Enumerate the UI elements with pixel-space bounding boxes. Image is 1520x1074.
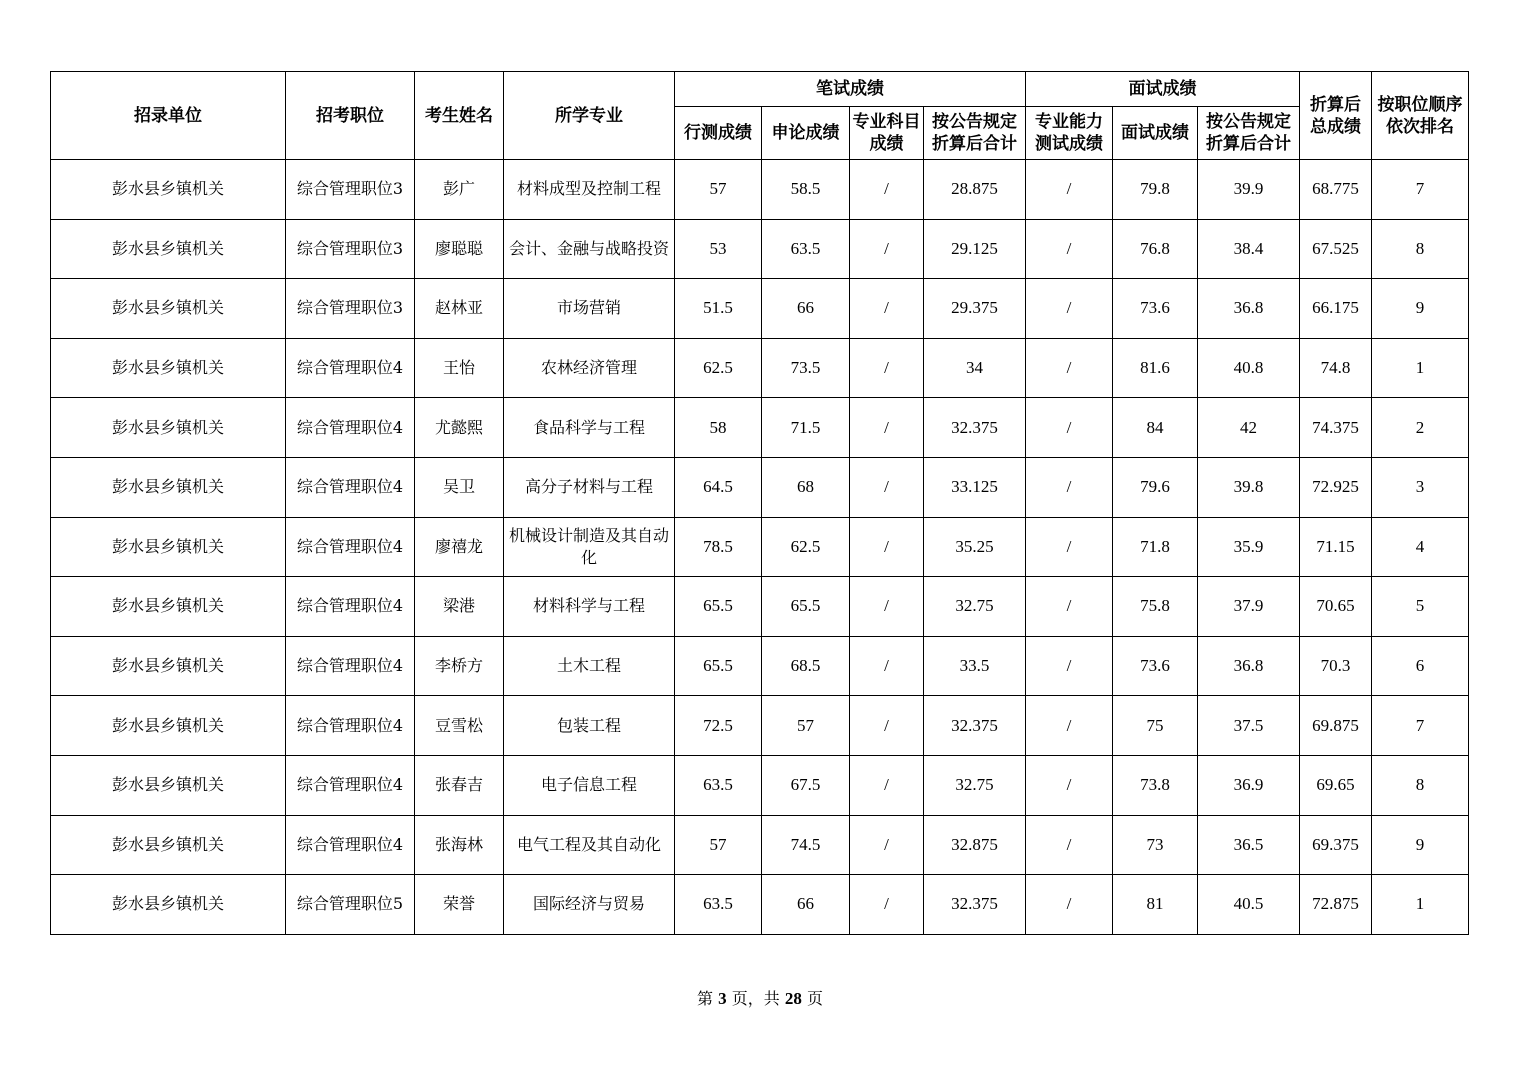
- cell-position: 综合管理职位4: [286, 577, 415, 637]
- cell-name: 张春吉: [415, 755, 504, 815]
- cell-xingce: 51.5: [675, 279, 762, 339]
- cell-ability: /: [1026, 815, 1113, 875]
- cell-name: 吴卫: [415, 457, 504, 517]
- cell-unit: 彭水县乡镇机关: [51, 457, 286, 517]
- cell-unit: 彭水县乡镇机关: [51, 160, 286, 220]
- header-major: 所学专业: [504, 72, 675, 160]
- cell-rank: 3: [1372, 457, 1469, 517]
- cell-interview-total: 36.8: [1198, 636, 1300, 696]
- cell-xingce: 57: [675, 160, 762, 220]
- cell-final-total: 68.775: [1300, 160, 1372, 220]
- cell-interview: 79.8: [1113, 160, 1198, 220]
- cell-rank: 5: [1372, 577, 1469, 637]
- cell-unit: 彭水县乡镇机关: [51, 219, 286, 279]
- cell-shenlun: 63.5: [762, 219, 850, 279]
- cell-final-total: 72.925: [1300, 457, 1372, 517]
- cell-name: 廖聪聪: [415, 219, 504, 279]
- cell-ability: /: [1026, 219, 1113, 279]
- header-final-total: 折算后总成绩: [1300, 72, 1372, 160]
- cell-zhuanye: /: [850, 457, 924, 517]
- cell-ability: /: [1026, 517, 1113, 577]
- cell-interview: 84: [1113, 398, 1198, 458]
- cell-final-total: 67.525: [1300, 219, 1372, 279]
- cell-major: 市场营销: [504, 279, 675, 339]
- table-row: [51, 696, 1469, 756]
- cell-interview-total: 38.4: [1198, 219, 1300, 279]
- cell-shenlun: 68.5: [762, 636, 850, 696]
- cell-zhuanye: /: [850, 875, 924, 935]
- cell-interview: 75.8: [1113, 577, 1198, 637]
- table-row: [51, 517, 1469, 577]
- cell-interview: 73.6: [1113, 636, 1198, 696]
- cell-name: 豆雪松: [415, 696, 504, 756]
- cell-major: 材料成型及控制工程: [504, 160, 675, 220]
- header-unit: 招录单位: [51, 72, 286, 160]
- table-row: [51, 338, 1469, 398]
- cell-rank: 4: [1372, 517, 1469, 577]
- cell-zhuanye: /: [850, 398, 924, 458]
- cell-written-total: 32.375: [924, 875, 1026, 935]
- cell-rank: 8: [1372, 219, 1469, 279]
- table-row: [51, 815, 1469, 875]
- table-row: [51, 398, 1469, 458]
- cell-written-total: 29.375: [924, 279, 1026, 339]
- cell-interview-total: 39.9: [1198, 160, 1300, 220]
- score-table: [50, 71, 1469, 935]
- table-row: [51, 875, 1469, 935]
- cell-position: 综合管理职位3: [286, 219, 415, 279]
- cell-final-total: 70.65: [1300, 577, 1372, 637]
- header-ability: 专业能力测试成绩: [1026, 107, 1113, 160]
- cell-shenlun: 66: [762, 279, 850, 339]
- cell-position: 综合管理职位4: [286, 398, 415, 458]
- cell-rank: 7: [1372, 696, 1469, 756]
- header-position: 招考职位: [286, 72, 415, 160]
- cell-xingce: 53: [675, 219, 762, 279]
- cell-rank: 6: [1372, 636, 1469, 696]
- cell-unit: 彭水县乡镇机关: [51, 875, 286, 935]
- cell-unit: 彭水县乡镇机关: [51, 338, 286, 398]
- cell-xingce: 65.5: [675, 636, 762, 696]
- cell-interview: 71.8: [1113, 517, 1198, 577]
- cell-position: 综合管理职位4: [286, 696, 415, 756]
- cell-shenlun: 57: [762, 696, 850, 756]
- cell-major: 农林经济管理: [504, 338, 675, 398]
- cell-written-total: 32.375: [924, 398, 1026, 458]
- cell-written-total: 32.375: [924, 696, 1026, 756]
- cell-major: 土木工程: [504, 636, 675, 696]
- cell-shenlun: 62.5: [762, 517, 850, 577]
- cell-ability: /: [1026, 398, 1113, 458]
- table-header: [51, 72, 1469, 160]
- cell-zhuanye: /: [850, 219, 924, 279]
- cell-unit: 彭水县乡镇机关: [51, 815, 286, 875]
- cell-xingce: 63.5: [675, 875, 762, 935]
- cell-zhuanye: /: [850, 696, 924, 756]
- cell-major: 会计、金融与战略投资: [504, 219, 675, 279]
- cell-xingce: 57: [675, 815, 762, 875]
- cell-position: 综合管理职位4: [286, 517, 415, 577]
- cell-ability: /: [1026, 160, 1113, 220]
- cell-interview: 73.8: [1113, 755, 1198, 815]
- cell-ability: /: [1026, 338, 1113, 398]
- header-interview: 面试成绩: [1113, 107, 1198, 160]
- header-interview-group: 面试成绩: [1026, 72, 1300, 107]
- cell-name: 王怡: [415, 338, 504, 398]
- page-footer: [0, 986, 1520, 1009]
- cell-position: 综合管理职位4: [286, 338, 415, 398]
- cell-rank: 9: [1372, 279, 1469, 339]
- cell-major: 电子信息工程: [504, 755, 675, 815]
- cell-major: 材料科学与工程: [504, 577, 675, 637]
- table-row: [51, 279, 1469, 339]
- cell-interview-total: 36.5: [1198, 815, 1300, 875]
- cell-final-total: 74.375: [1300, 398, 1372, 458]
- cell-interview-total: 36.8: [1198, 279, 1300, 339]
- cell-ability: /: [1026, 577, 1113, 637]
- cell-zhuanye: /: [850, 755, 924, 815]
- cell-interview-total: 39.8: [1198, 457, 1300, 517]
- cell-name: 赵林亚: [415, 279, 504, 339]
- cell-interview-total: 36.9: [1198, 755, 1300, 815]
- cell-shenlun: 73.5: [762, 338, 850, 398]
- cell-zhuanye: /: [850, 160, 924, 220]
- cell-final-total: 70.3: [1300, 636, 1372, 696]
- cell-position: 综合管理职位3: [286, 160, 415, 220]
- cell-zhuanye: /: [850, 815, 924, 875]
- header-rank: 按职位顺序依次排名: [1372, 72, 1469, 160]
- cell-unit: 彭水县乡镇机关: [51, 755, 286, 815]
- cell-written-total: 34: [924, 338, 1026, 398]
- cell-ability: /: [1026, 636, 1113, 696]
- cell-position: 综合管理职位4: [286, 636, 415, 696]
- cell-position: 综合管理职位5: [286, 875, 415, 935]
- cell-written-total: 35.25: [924, 517, 1026, 577]
- cell-final-total: 69.375: [1300, 815, 1372, 875]
- cell-major: 食品科学与工程: [504, 398, 675, 458]
- cell-xingce: 72.5: [675, 696, 762, 756]
- cell-xingce: 63.5: [675, 755, 762, 815]
- header-xingce: 行测成绩: [675, 107, 762, 160]
- cell-interview-total: 40.8: [1198, 338, 1300, 398]
- cell-rank: 1: [1372, 338, 1469, 398]
- table-body: [51, 160, 1469, 935]
- cell-major: 电气工程及其自动化: [504, 815, 675, 875]
- cell-name: 张海林: [415, 815, 504, 875]
- cell-unit: 彭水县乡镇机关: [51, 696, 286, 756]
- cell-interview-total: 42: [1198, 398, 1300, 458]
- cell-major: 高分子材料与工程: [504, 457, 675, 517]
- cell-ability: /: [1026, 457, 1113, 517]
- cell-shenlun: 66: [762, 875, 850, 935]
- table-row: [51, 160, 1469, 220]
- cell-interview: 79.6: [1113, 457, 1198, 517]
- cell-position: 综合管理职位4: [286, 457, 415, 517]
- cell-zhuanye: /: [850, 577, 924, 637]
- footer-mid: 页，共: [731, 989, 780, 1008]
- cell-rank: 1: [1372, 875, 1469, 935]
- cell-interview: 73: [1113, 815, 1198, 875]
- cell-interview-total: 35.9: [1198, 517, 1300, 577]
- cell-rank: 2: [1372, 398, 1469, 458]
- cell-name: 尤懿熙: [415, 398, 504, 458]
- cell-rank: 7: [1372, 160, 1469, 220]
- footer-suffix: 页: [806, 989, 823, 1008]
- cell-shenlun: 65.5: [762, 577, 850, 637]
- cell-written-total: 33.5: [924, 636, 1026, 696]
- header-zhuanye: 专业科目成绩: [850, 107, 924, 160]
- cell-shenlun: 58.5: [762, 160, 850, 220]
- cell-xingce: 62.5: [675, 338, 762, 398]
- cell-written-total: 32.75: [924, 755, 1026, 815]
- cell-final-total: 69.65: [1300, 755, 1372, 815]
- cell-xingce: 78.5: [675, 517, 762, 577]
- table-row: [51, 457, 1469, 517]
- cell-final-total: 69.875: [1300, 696, 1372, 756]
- cell-interview: 76.8: [1113, 219, 1198, 279]
- header-interview-total: 按公告规定折算后合计: [1198, 107, 1300, 160]
- cell-rank: 8: [1372, 755, 1469, 815]
- cell-interview-total: 40.5: [1198, 875, 1300, 935]
- cell-ability: /: [1026, 755, 1113, 815]
- cell-written-total: 32.875: [924, 815, 1026, 875]
- cell-interview: 81: [1113, 875, 1198, 935]
- cell-rank: 9: [1372, 815, 1469, 875]
- cell-name: 廖禧龙: [415, 517, 504, 577]
- cell-major: 国际经济与贸易: [504, 875, 675, 935]
- table-row: [51, 577, 1469, 637]
- cell-name: 梁港: [415, 577, 504, 637]
- header-name: 考生姓名: [415, 72, 504, 160]
- cell-shenlun: 74.5: [762, 815, 850, 875]
- cell-unit: 彭水县乡镇机关: [51, 577, 286, 637]
- footer-page-number: 3: [718, 989, 727, 1008]
- cell-major: 机械设计制造及其自动化: [504, 517, 675, 577]
- cell-major: 包装工程: [504, 696, 675, 756]
- cell-ability: /: [1026, 696, 1113, 756]
- cell-unit: 彭水县乡镇机关: [51, 636, 286, 696]
- cell-position: 综合管理职位3: [286, 279, 415, 339]
- cell-unit: 彭水县乡镇机关: [51, 279, 286, 339]
- cell-shenlun: 68: [762, 457, 850, 517]
- cell-written-total: 32.75: [924, 577, 1026, 637]
- cell-ability: /: [1026, 875, 1113, 935]
- cell-zhuanye: /: [850, 517, 924, 577]
- cell-zhuanye: /: [850, 636, 924, 696]
- cell-final-total: 71.15: [1300, 517, 1372, 577]
- cell-unit: 彭水县乡镇机关: [51, 398, 286, 458]
- table-row: [51, 219, 1469, 279]
- cell-written-total: 33.125: [924, 457, 1026, 517]
- cell-ability: /: [1026, 279, 1113, 339]
- cell-interview: 73.6: [1113, 279, 1198, 339]
- cell-zhuanye: /: [850, 338, 924, 398]
- cell-zhuanye: /: [850, 279, 924, 339]
- cell-final-total: 66.175: [1300, 279, 1372, 339]
- table-row: [51, 636, 1469, 696]
- cell-xingce: 64.5: [675, 457, 762, 517]
- cell-final-total: 74.8: [1300, 338, 1372, 398]
- cell-position: 综合管理职位4: [286, 815, 415, 875]
- cell-interview-total: 37.5: [1198, 696, 1300, 756]
- footer-prefix: 第: [697, 989, 714, 1008]
- cell-unit: 彭水县乡镇机关: [51, 517, 286, 577]
- header-written-group: 笔试成绩: [675, 72, 1026, 107]
- cell-shenlun: 71.5: [762, 398, 850, 458]
- header-written-total: 按公告规定折算后合计: [924, 107, 1026, 160]
- cell-interview-total: 37.9: [1198, 577, 1300, 637]
- cell-position: 综合管理职位4: [286, 755, 415, 815]
- header-shenlun: 申论成绩: [762, 107, 850, 160]
- cell-name: 荣誉: [415, 875, 504, 935]
- cell-interview: 75: [1113, 696, 1198, 756]
- cell-xingce: 65.5: [675, 577, 762, 637]
- cell-written-total: 28.875: [924, 160, 1026, 220]
- cell-xingce: 58: [675, 398, 762, 458]
- footer-total-pages: 28: [784, 989, 802, 1008]
- cell-name: 彭广: [415, 160, 504, 220]
- cell-final-total: 72.875: [1300, 875, 1372, 935]
- cell-shenlun: 67.5: [762, 755, 850, 815]
- table-row: [51, 755, 1469, 815]
- cell-name: 李桥方: [415, 636, 504, 696]
- cell-written-total: 29.125: [924, 219, 1026, 279]
- cell-interview: 81.6: [1113, 338, 1198, 398]
